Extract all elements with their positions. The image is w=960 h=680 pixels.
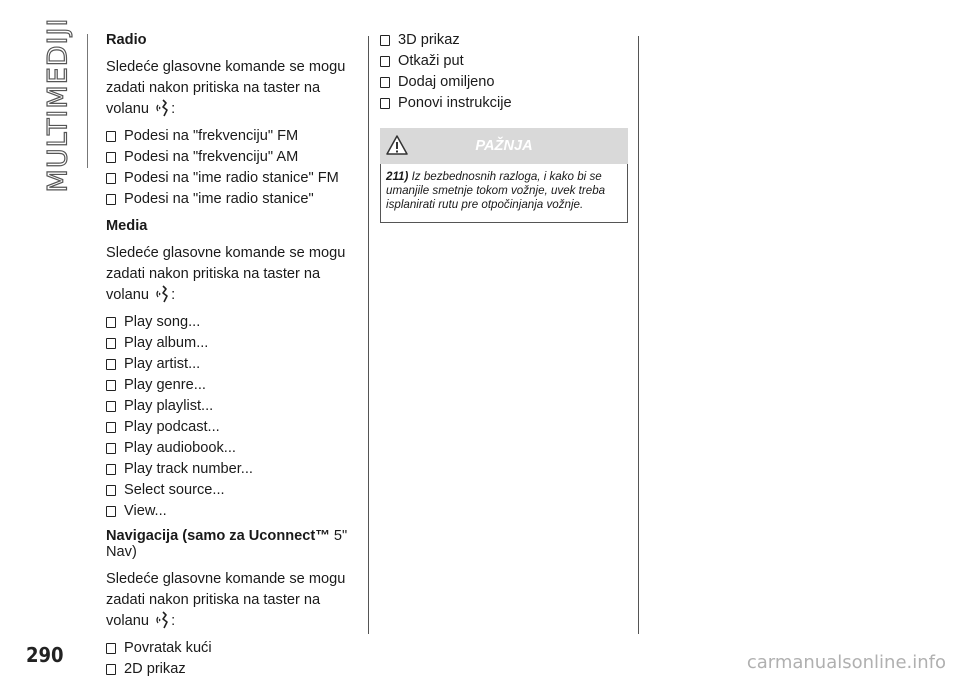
list-item: Podesi na "frekvenciju" FM (106, 126, 356, 147)
warning-number: 211) (386, 170, 409, 183)
column-right (380, 30, 628, 223)
bullet-box-icon (106, 422, 116, 433)
navigation-heading: Navigacija (samo za Uconnect™ 5" Nav) (106, 528, 348, 560)
column-divider-2 (638, 36, 639, 634)
bullet-box-icon (380, 56, 390, 67)
column-left (106, 30, 356, 680)
radio-heading: Radio (106, 32, 147, 48)
warning-header (380, 128, 628, 164)
list-item: Play artist... (106, 354, 356, 375)
warning-text: 211) Iz bezbednosnih razloga, i kako bi se umanjile smetnje tokom vožnje, uvek treba isplanirati rutu pre otpočinjanja vožnje. (380, 164, 628, 223)
bullet-box-icon (106, 359, 116, 370)
bullet-box-icon (106, 338, 116, 349)
list-item: Podesi na "ime radio stanice" FM (106, 168, 356, 189)
bullet-box-icon (106, 664, 116, 675)
list-item: Play song... (106, 312, 356, 333)
list-item: Play genre... (106, 375, 356, 396)
list-item: Otkaži put (380, 51, 628, 72)
bullet-box-icon (106, 401, 116, 412)
bullet-box-icon (106, 173, 116, 184)
list-item: Play track number... (106, 459, 356, 480)
bullet-box-icon (106, 506, 116, 517)
list-item: Play album... (106, 333, 356, 354)
list-item: Povratak kući (106, 638, 356, 659)
navigation-intro: Sledeće glasovne komande se mogu zadati nakon pritiska na taster na volanu : (106, 571, 346, 629)
bullet-box-icon (106, 643, 116, 654)
bullet-box-icon (106, 152, 116, 163)
list-item: Play audiobook... (106, 438, 356, 459)
list-item: Play podcast... (106, 417, 356, 438)
section-title-text: MULTIMEDIJI (42, 17, 74, 193)
media-heading: Media (106, 218, 148, 234)
list-item: Ponovi instrukcije (380, 93, 628, 114)
voice-command-icon (155, 99, 169, 117)
section-title-rule (87, 34, 88, 168)
list-item: 2D prikaz (106, 659, 356, 680)
bullet-box-icon (380, 35, 390, 46)
list-item: Podesi na "frekvenciju" AM (106, 147, 356, 168)
section-title (38, 17, 78, 193)
bullet-box-icon (106, 443, 116, 454)
warning-triangle-icon (386, 135, 408, 155)
warning-box (380, 128, 628, 223)
column-divider-1 (368, 36, 369, 634)
list-item: View... (106, 501, 356, 522)
list-item: Select source... (106, 480, 356, 501)
bullet-box-icon (106, 464, 116, 475)
voice-command-icon (155, 611, 169, 629)
bullet-box-icon (380, 77, 390, 88)
voice-command-icon (155, 285, 169, 303)
list-item: Podesi na "ime radio stanice" (106, 189, 356, 210)
bullet-box-icon (106, 194, 116, 205)
bullet-box-icon (106, 485, 116, 496)
page-number: 290 (26, 643, 64, 667)
list-item: Dodaj omiljeno (380, 72, 628, 93)
bullet-box-icon (380, 98, 390, 109)
list-item: Play playlist... (106, 396, 356, 417)
bullet-box-icon (106, 317, 116, 328)
list-item: 3D prikaz (380, 30, 628, 51)
media-intro: Sledeće glasovne komande se mogu zadati nakon pritiska na taster na volanu : (106, 245, 346, 303)
warning-title: PAŽNJA (475, 138, 533, 154)
bullet-box-icon (106, 380, 116, 391)
radio-intro: Sledeće glasovne komande se mogu zadati nakon pritiska na taster na volanu : (106, 59, 346, 117)
bullet-box-icon (106, 131, 116, 142)
watermark: carmanualsonline.info (746, 652, 946, 673)
